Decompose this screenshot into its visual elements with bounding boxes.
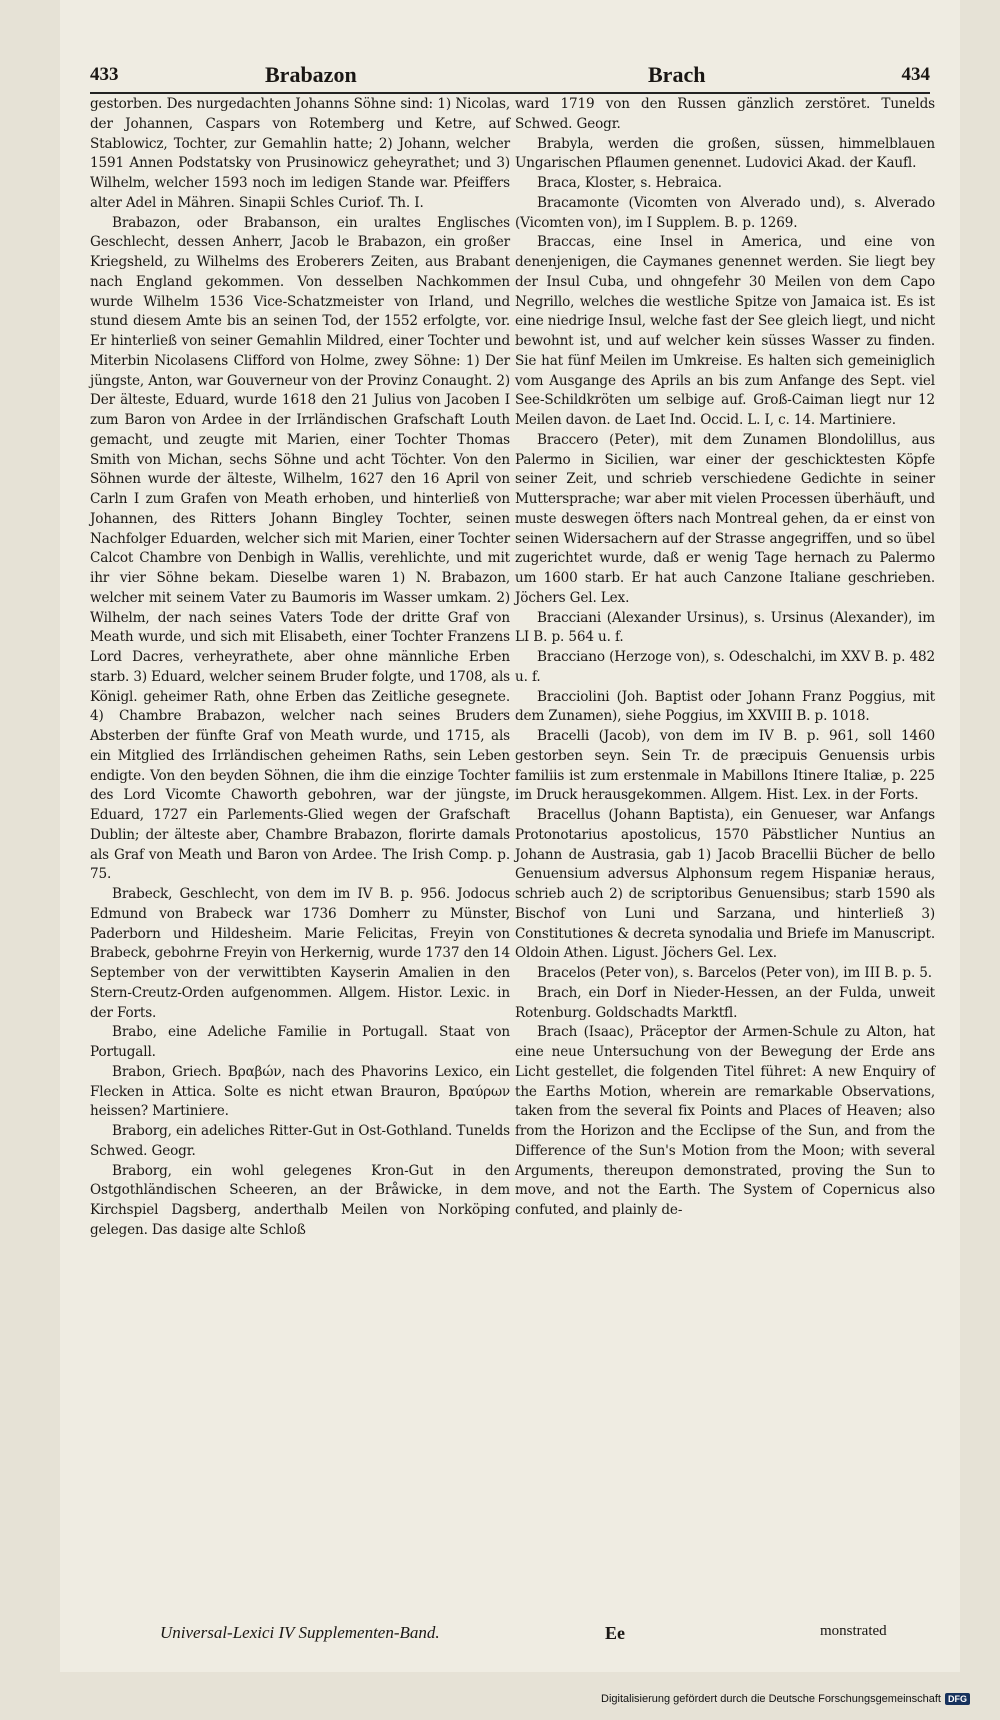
- right-column: [515, 95, 935, 1221]
- left-page-number: 433: [90, 64, 119, 85]
- entry-bracciani: Bracciani (Alexander Ursinus), s. Ursinus (Alexander), im LI B. p. 564 u. f.: [515, 609, 935, 646]
- page-header: [90, 62, 930, 92]
- credit-text: Digitalisierung gefördert durch die Deutsche Forschungsgemeinschaft: [601, 1693, 941, 1705]
- entry-brach-isaac: Brach (Isaac), Präceptor der Armen-Schule zu Alton, hat eine neue Untersuchung von der Bewegung der Erde ans Licht gestellet, die folgenden Titel führet: A new Enquiry of the Earths Motion, wherein are remarkable Observations, taken from the several fix Points and Places of Heaven; also from the Horizon and the Ecclipse of the Sun, and from the Difference of the Sun's Motion from the Moon; with several Arguments, thereupon demonstrated, proving the Sun to move, and not the Earth. The System of Copernicus also confuted, and plainly de-: [515, 1024, 935, 1218]
- dfg-logo-icon: DFG: [945, 1693, 970, 1705]
- entry-bracelos: Bracelos (Peter von), s. Barcelos (Peter von), im III B. p. 5.: [537, 965, 932, 981]
- entry-bracciano: Bracciano (Herzoge von), s. Odeschalchi, im XXV B. p. 482 u. f.: [515, 649, 935, 685]
- entry-bracellus: Bracellus (Johann Baptista), ein Genueser, war Anfangs Protonotarius apostolicus, 1570 Päbstlicher Nuntius an Johann de Austrasia, gab 1) Jacob Bracellii Bücher de bello Genuensium adversus Alphonsum regem Hispaniæ heraus, schrieb auch 2) de scriptoribus Genuensibus; starb 1590 als Bischof von Luni und Sarzana, und hinterließ 3) Constitutiones & decreta synodalia und Briefe im Manuscript. Oldoin Athen. Ligust. Jöchers Gel. Lex.: [515, 807, 935, 962]
- entry-paragraph: gestorben. Des nurgedachten Johanns Söhne sind: 1) Nicolas, der Johannen, Caspars von Rotemberg und Ketre, auf Stablowicz, Tochter, zur Gemahlin hatte; 2) Johann, welcher 1591 Annen Podstatsky von Prusinowicz geheyrathet; und 3) Wilhelm, welcher 1593 noch im ledigen Stande war. Pfeiffers alter Adel in Mähren. Sinapii Schles Curiof. Th. I.: [90, 96, 510, 211]
- catchword-signature: Ee: [605, 1623, 625, 1643]
- entry-braborg-1: Braborg, ein adeliches Ritter-Gut in Ost-Gothland. Tunelds Schwed. Geogr.: [90, 1123, 510, 1159]
- entry-bracciolini: Bracciolini (Joh. Baptist oder Johann Franz Poggius, mit dem Zunamen), siehe Poggius, im XXVIII B. p. 1018.: [515, 688, 935, 725]
- entry-bracamonte: Bracamonte (Vicomten von Alverado und), s. Alverado (Vicomten von), im I Supplem. B. p. 1269.: [515, 194, 935, 231]
- left-column: [90, 95, 510, 1241]
- left-running-title: Brabazon: [265, 62, 357, 87]
- entry-paragraph: ward 1719 von den Russen gänzlich zerstöret. Tunelds Schwed. Geogr.: [515, 96, 935, 132]
- entry-brabazon: Brabazon, oder Brabanson, ein uraltes Englisches Geschlecht, dessen Anherr, Jacob le Brabazon, ein großer Kriegsheld, zu Wilhelms des Eroberers Zeiten, aus Brabant nach England gekommen. Von desselben Nachkommen wurde Wilhelm 1536 Vice-Schatzmeister von Irland, und stund diesem Amte bis an seinen Tod, der 1552 erfolgte, vor. Er hinterließ von seiner Gemahlin Mildred, einer Tochter und Miterbin Nicolasens Clifford von Holme, zwey Söhne: 1) Der jüngste, Anton, war Gouverneur von der Provinz Conaught. 2) Der älteste, Eduard, wurde 1618 den 21 Julius von Jacoben I zum Baron von Ardee in der Irrländischen Grafschaft Louth gemacht, und zeugte mit Marien, einer Tochter Thomas Smith von Michan, sechs Söhne und acht Töchter. Von den Söhnen wurde der älteste, Wilhelm, 1627 den 16 April von Carln I zum Grafen von Meath erhoben, und hinterließ von Johannen, des Ritters Johann Bingley Tochter, seinen Nachfolger Eduarden, welcher sich mit Marien, einer Tochter Calcot Chambre von Denbigh in Wallis, verehlichte, und mit ihr vier Söhne bekam. Dieselbe waren 1) N. Brabazon, welcher mit seinem Vater zu Baumoris im Wasser umkam. 2) Wilhelm, der nach seines Vaters Tode der dritte Graf von Meath wurde, und sich mit Elisabeth, einer Tochter Franzens Lord Dacres, verheyrathete, aber ohne männliche Erben starb. 3) Eduard, welcher seinem Bruder folgte, und 1708, als Königl. geheimer Rath, ohne Erben das Zeitliche gesegnete. 4) Chambre Brabazon, welcher nach seines Bruders Absterben der fünfte Graf von Meath wurde, und 1715, als ein Mitglied des Irrländischen geheimen Raths, sein Leben endigte. Von den beyden Söhnen, die ihm die einzige Tochter des Lord Vicomte Chaworth gebohren, war der jüngste, Eduard, 1727 ein Parlements-Glied wegen der Grafschaft Dublin; der älteste aber, Chambre Brabazon, florirte damals als Graf von Meath und Baron von Ardee. The Irish Comp. p. 75.: [90, 214, 510, 883]
- book-page: [60, 0, 960, 1672]
- signature-line: Universal-Lexici IV Supplementen-Band.: [160, 1623, 440, 1642]
- entry-brabon: Brabon, Griech. Βραβών, nach des Phavorins Lexico, ein Flecken in Attica. Solte es nicht etwan Brauron, Βραύρων heissen? Martiniere.: [90, 1063, 510, 1120]
- digitization-credit: [601, 1693, 970, 1705]
- entry-brabeck: Brabeck, Geschlecht, von dem im IV B. p. 956. Jodocus Edmund von Brabeck war 1736 Domherr zu Münster, Paderborn und Hildesheim. Marie Felicitas, Freyin von Brabeck, gebohrne Freyin von Herkernig, wurde 1737 den 14 September von der verwittibten Kayserin Amalien in den Stern-Creutz-Orden aufgenommen. Allgem. Histor. Lexic. in der Forts.: [90, 886, 510, 1021]
- header-rule: [90, 92, 930, 94]
- entry-braccero: Braccero (Peter), mit dem Zunamen Blondolillus, aus Palermo in Sicilien, war einer der geschicktesten Köpfe seiner Zeit, und schrieb verschiedene Gedichte in seiner Muttersprache; war aber mit vielen Processen überhäuft, und muste deswegen öfters nach Montreal gehen, da er einst von seinen Widersachern auf der Strasse angegriffen, und so übel zugerichtet wurde, daß er wenig Tage hernach zu Palermo um 1600 starb. Er hat auch Canzone Italiane geschrieben. Jöchers Gel. Lex.: [515, 431, 935, 606]
- entry-brabyla: Brabyla, werden die großen, süssen, himmelblauen Ungarischen Pflaumen genennet. Ludovici Akad. der Kaufl.: [515, 135, 935, 172]
- entry-brach-dorf: Brach, ein Dorf in Nieder-Hessen, an der Fulda, unweit Rotenburg. Goldschadts Marktfl.: [515, 984, 935, 1021]
- entry-braccas: Braccas, eine Insel in America, und eine von denenjenigen, die Caymanes genennet werden. Sie liegt bey der Insul Cuba, und ohngefehr 30 Meilen von dem Capo Negrillo, welches die westliche Spitze von Jamaica ist. Es ist eine niedrige Insul, welche fast der See gleich liegt, und nicht bewohnt ist, und auf welcher kein süsses Wasser zu finden. Sie hat fünf Meilen im Umkreise. Es halten sich gemeiniglich vom Ausgange des Aprils an bis zum Anfange des Sept. viel See-Schildkröten um selbige auf. Groß-Caiman liegt nur 12 Meilen davon. de Laet Ind. Occid. L. I, c. 14. Martiniere.: [515, 234, 935, 428]
- entry-braborg-2: Braborg, ein wohl gelegenes Kron-Gut in den Ostgothländischen Scheeren, an der Bråwicke, in dem Kirchspiel Dagsberg, anderthalb Meilen von Norköping gelegen. Das dasige alte Schloß: [90, 1162, 510, 1238]
- right-page-number: 434: [901, 64, 930, 85]
- entry-brabo: Brabo, eine Adeliche Familie in Portugall. Staat von Portugall.: [90, 1024, 510, 1060]
- entry-braca: Braca, Kloster, s. Hebraica.: [537, 175, 722, 191]
- entry-bracelli: Bracelli (Jacob), von dem im IV B. p. 961, soll 1460 gestorben seyn. Sein Tr. de præcipuis Genuensis urbis familiis ist zum erstenmale in Mabillons Itinere Italiæ, p. 225 im Druck herausgekommen. Allgem. Hist. Lex. in der Forts.: [515, 728, 935, 804]
- right-running-title: Brach: [648, 62, 706, 87]
- catchword: monstrated: [820, 1623, 887, 1639]
